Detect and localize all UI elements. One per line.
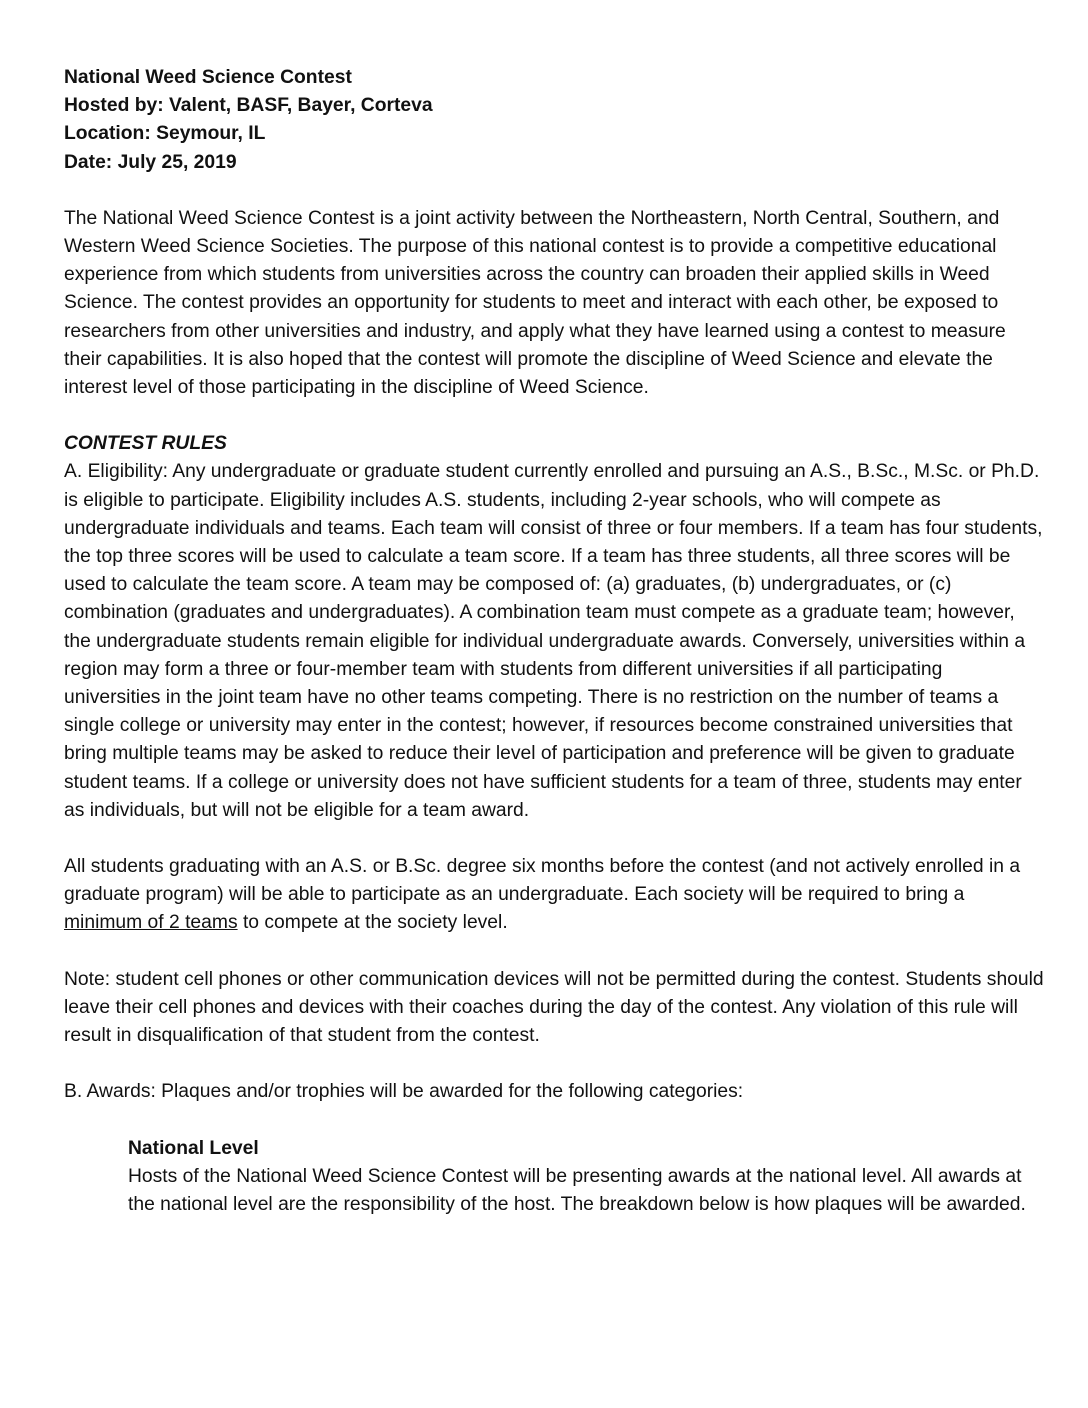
awards-paragraph: B. Awards: Plaques and/or trophies will be awarded for the following categories:	[64, 1081, 744, 1103]
document-header	[64, 64, 1044, 177]
document-page	[64, 64, 1044, 1219]
note-paragraph: Note: student cell phones or other communication devices will not be permitted during the contest. Students should leave their cell phones and devices with their coaches during the day of the contest. Any violation of this rule will result in disqualification of that student from the contest.	[64, 968, 1044, 1047]
spacer	[64, 1050, 1044, 1078]
spacer	[64, 1107, 1044, 1135]
contest-rules-heading: CONTEST RULES	[64, 433, 227, 455]
graduating-text-before: All students graduating with an A.S. or B.Sc. degree six months before the contest (and not actively enrolled in a graduate program) will be able to participate as an undergraduate. Each society will be required to bring a	[64, 856, 1021, 906]
eligibility-paragraph: A. Eligibility: Any undergraduate or graduate student currently enrolled and pursuing an A.S., B.Sc., M.Sc. or Ph.D. is eligible to participate. Eligibility includes A.S. students, including 2-year schools, who will compete as undergraduate individuals and teams. Each team will consist of three or four members. If a team has four students, the top three scores will be used to calculate a team score. If a team has three students, all three scores will be used to calculate the team score. A team may be composed of: (a) graduates, (b) undergraduates, or (c) combination (graduates and undergraduates). A combination team must compete as a graduate team; however, the undergraduate students remain eligible for individual undergraduate awards. Conversely, universities within a region may form a three or four-member team with students from different universities if all participating universities in the joint team have no other teams competing. There is no restriction on the number of teams a single college or university may enter in the contest; however, if resources become constrained universities that bring multiple teams may be asked to reduce their level of participation and preference will be given to graduate student teams. If a college or university does not have sufficient students for a team of three, students may enter as individuals, but will not be eligible for a team award.	[64, 461, 1043, 821]
date-line: Date: July 25, 2019	[64, 151, 237, 173]
spacer	[64, 177, 1044, 205]
national-level-section	[64, 1135, 1044, 1220]
spacer	[64, 402, 1044, 430]
national-level-paragraph: Hosts of the National Weed Science Contest will be presenting awards at the national level. All awards at the national level are the responsibility of the host. The breakdown below is how plaques will be awarded.	[128, 1165, 1026, 1215]
document-title: National Weed Science Contest	[64, 67, 352, 88]
hosted-by-line: Hosted by: Valent, BASF, Bayer, Corteva	[64, 95, 433, 117]
spacer	[64, 938, 1044, 966]
graduating-paragraph	[64, 853, 1044, 938]
location-line: Location: Seymour, IL	[64, 123, 266, 145]
intro-paragraph: The National Weed Science Contest is a joint activity between the Northeastern, North Central, Southern, and Western Weed Science Societies. The purpose of this national contest is to provide a competitive educational experience from which students from universities across the country can broaden their applied skills in Weed Science. The contest provides an opportunity for students to meet and interact with each other, be exposed to researchers from other universities and industry, and apply what they have learned using a contest to measure their capabilities. It is also hoped that the contest will promote the discipline of Weed Science and elevate the interest level of those participating in the discipline of Weed Science.	[64, 207, 1006, 399]
spacer	[64, 825, 1044, 853]
national-level-heading: National Level	[128, 1137, 259, 1159]
minimum-teams-text: minimum of 2 teams	[64, 912, 238, 934]
graduating-text-after: to compete at the society level.	[237, 912, 508, 934]
